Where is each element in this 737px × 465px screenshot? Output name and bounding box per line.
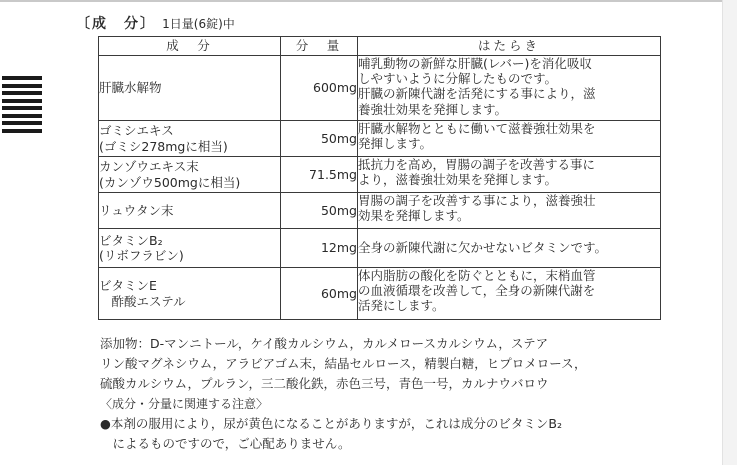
ingredient-function — [358, 157, 661, 193]
scrollbar-track[interactable] — [722, 0, 737, 465]
function-line: 抵抗力を高め，胃腸の調子を改善する事に — [358, 157, 596, 172]
additives-line: 添加物：D-マンニトール，ケイ酸カルシウム，カルメロースカルシウム，ステア — [100, 336, 549, 351]
ingredient-function — [358, 56, 661, 121]
ingredient-amount: 60mg — [281, 268, 358, 320]
caution-line: ●本剤の服用により，尿が黄色になることがありますが，これは成分のビタミンB₂ — [100, 416, 562, 431]
name-line: ビタミンB₂ — [99, 232, 163, 248]
function-line: 体内脂肪の酸化を防ぐとともに，末梢血管 — [358, 268, 596, 283]
heading-label: 〔成 分〕 — [76, 16, 156, 32]
name-line: (カンゾウ500mgに相当) — [99, 174, 241, 190]
ingredient-name — [99, 157, 281, 193]
function-line: 養強壮効果を発揮します。 — [358, 101, 508, 117]
table-row — [99, 193, 661, 229]
function-line: 活発にします。 — [358, 298, 445, 314]
ingredient-amount: 71.5mg — [281, 157, 358, 193]
table-row — [99, 121, 661, 157]
function-line: より，滋養強壮効果を発揮します。 — [358, 172, 558, 188]
ingredient-name — [99, 268, 281, 320]
ingredients-table — [98, 36, 661, 320]
header-function: はたらき — [358, 37, 661, 56]
function-line: 発揮します。 — [358, 136, 433, 152]
ingredient-amount: 12mg — [281, 229, 358, 268]
table-header-row — [99, 37, 661, 56]
name-line: 肝臓水解物 — [99, 80, 162, 96]
registration-marks — [2, 76, 42, 136]
function-line: 効果を発揮します。 — [358, 208, 470, 224]
heading-basis: 1日量(6錠)中 — [162, 17, 235, 31]
header-amount: 分 量 — [281, 37, 358, 56]
header-ingredient: 成 分 — [99, 37, 281, 56]
function-line: 胃腸の調子を改善する事により，滋養強壮 — [358, 193, 596, 208]
ingredient-name — [99, 229, 281, 268]
name-line: (リボフラビン) — [99, 248, 184, 263]
additives-line: 硫酸カルシウム，プルラン，三二酸化鉄，赤色三号，青色一号，カルナウバロウ — [100, 376, 549, 391]
table-row — [99, 56, 661, 121]
ingredient-name — [99, 56, 281, 121]
name-line: ビタミンE — [99, 278, 157, 294]
function-line: 全身の新陳代謝に欠かせないビタミンです。 — [358, 240, 608, 256]
function-line: 肝臓水解物とともに働いて滋養強壮効果を — [358, 121, 596, 136]
additives-line: リン酸マグネシウム，アラビアゴム末，結晶セルロース，精製白糖，ヒプロメロース， — [100, 356, 587, 371]
ingredient-name — [99, 121, 281, 157]
table-row — [99, 229, 661, 268]
ingredient-function — [358, 268, 661, 320]
function-line: しやすいように分解したものです。 — [358, 71, 558, 87]
name-line: リュウタン末 — [99, 202, 174, 218]
name-line: カンゾウエキス末 — [99, 159, 199, 175]
section-heading — [76, 13, 235, 33]
top-border — [0, 0, 737, 2]
ingredient-amount: 50mg — [281, 193, 358, 229]
ingredient-function — [358, 193, 661, 229]
name-line: ゴミシエキス — [99, 123, 174, 139]
table-row — [99, 157, 661, 193]
ingredient-function — [358, 229, 661, 268]
ingredient-name — [99, 193, 281, 229]
ingredient-amount: 50mg — [281, 121, 358, 157]
caution-line: によるものですので，ご心配ありません。 — [112, 436, 351, 451]
function-line: の血液循環を改善して，全身の新陳代謝を — [358, 283, 596, 299]
function-line: 哺乳動物の新鮮な肝臓(レバー)を消化吸収 — [358, 56, 592, 71]
function-line: 肝臓の新陳代謝を活発にする事により，滋 — [358, 86, 596, 102]
table-row — [99, 268, 661, 320]
name-line: (ゴミシ278mgに相当) — [99, 138, 228, 154]
notes-section — [100, 334, 660, 454]
ingredient-function — [358, 121, 661, 157]
caution-title: 〈成分・分量に関連する注意〉 — [100, 397, 269, 411]
ingredient-amount: 600mg — [281, 56, 358, 121]
name-line: 酢酸エステル — [99, 293, 186, 309]
